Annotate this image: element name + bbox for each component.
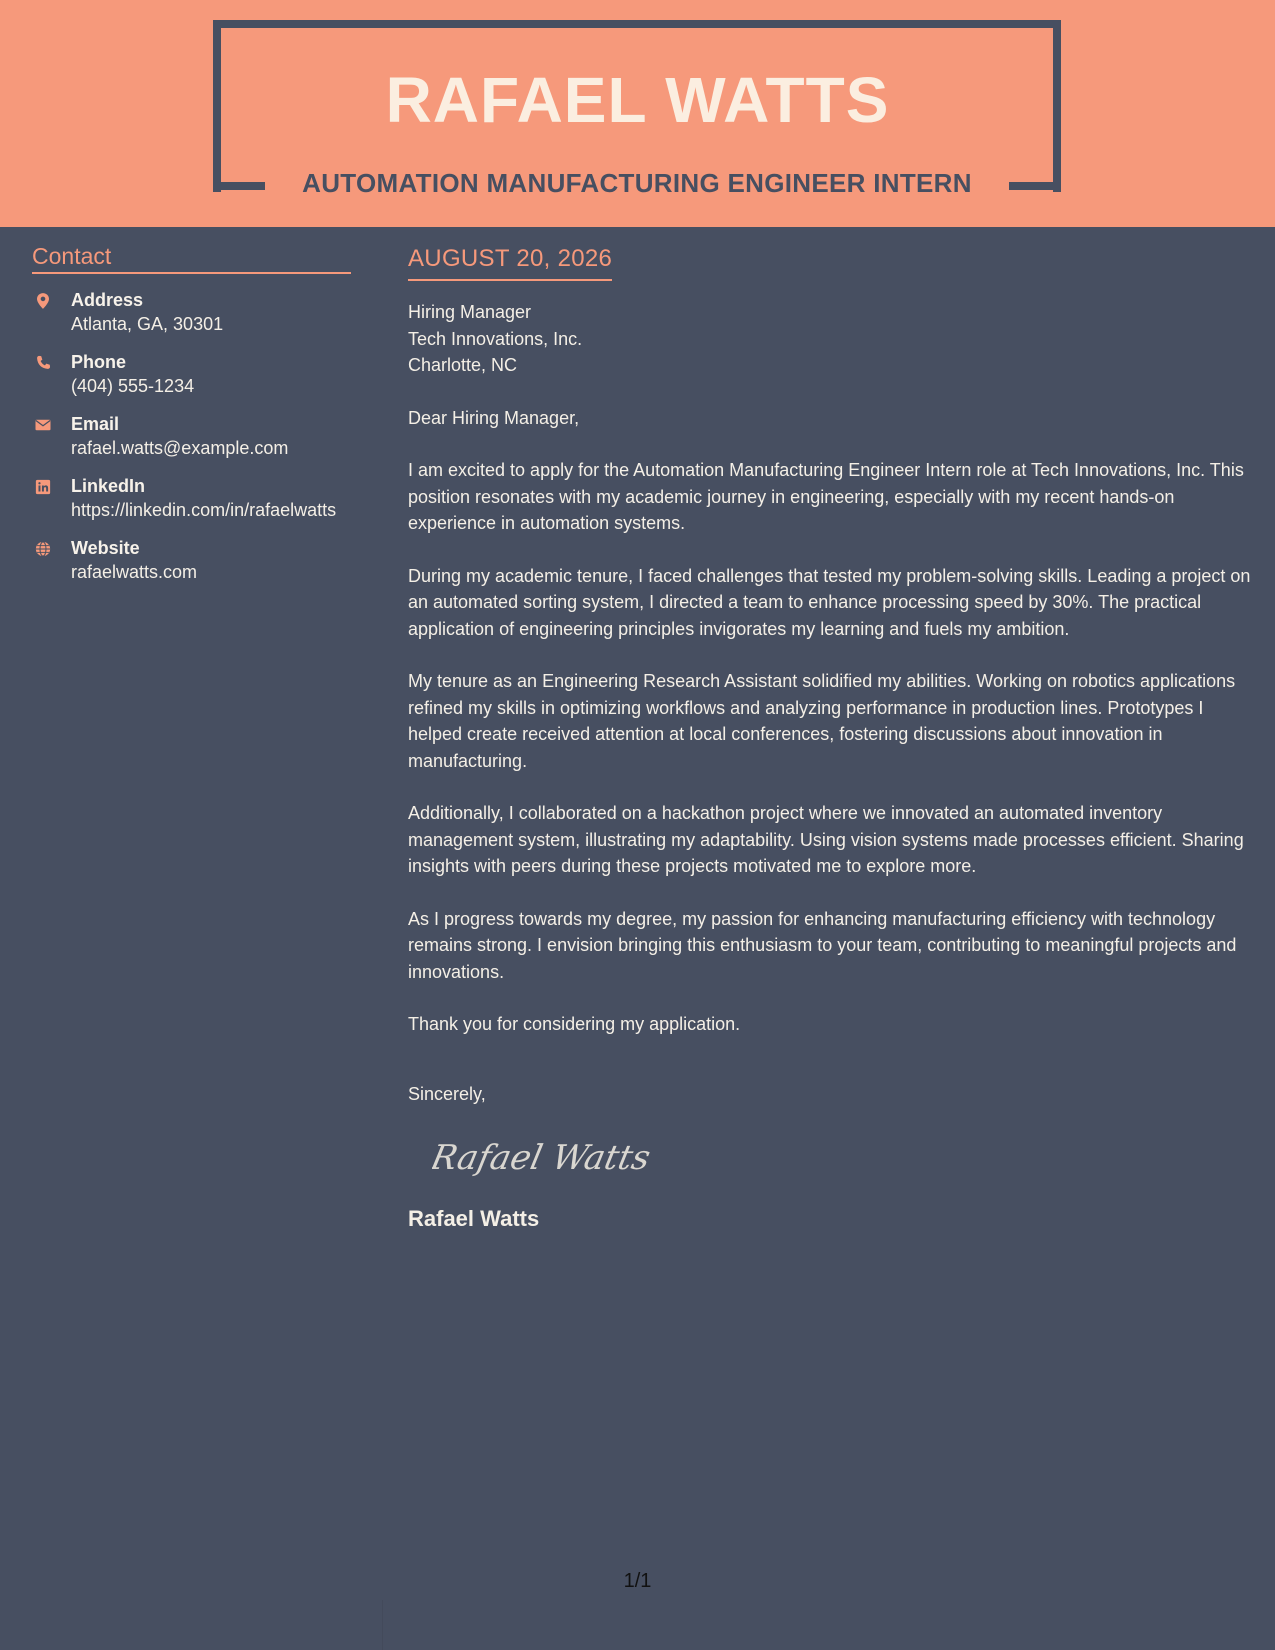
recipient-location: Charlotte, NC <box>408 355 518 375</box>
contact-sidebar <box>32 242 351 584</box>
letter-date: AUGUST 20, 2026 <box>408 243 612 281</box>
signature-text: Rafael Watts <box>432 1138 654 1178</box>
paragraph-closing-thoughts: As I progress towards my degree, my passion for enhancing manufacturing efficiency with technology remains strong. I envision bringing this enthusiasm to your team, contributing to meaningful projects and innovations. <box>408 908 1237 982</box>
column-divider <box>382 1600 383 1650</box>
recipient-title: Hiring Manager <box>408 302 532 322</box>
phone-icon <box>34 354 52 372</box>
address-value: Atlanta, GA, 30301 <box>71 314 224 334</box>
applicant-name: RAFAEL WATTS <box>385 64 890 136</box>
applicant-role: AUTOMATION MANUFACTURING ENGINEER INTERN <box>302 168 972 198</box>
phone-label: Phone <box>71 352 127 372</box>
email-value: rafael.watts@example.com <box>71 438 289 458</box>
header-frame-foot-right <box>1009 182 1061 190</box>
envelope-icon <box>34 416 52 434</box>
phone-value: (404) 555-1234 <box>71 376 195 396</box>
address-label: Address <box>71 290 144 310</box>
contact-item-address <box>32 288 351 336</box>
handwritten-signature <box>432 1127 672 1187</box>
paragraph-thanks: Thank you for considering my application. <box>408 1014 741 1034</box>
contact-item-phone <box>32 350 351 398</box>
paragraph-academic: During my academic tenure, I faced challenges that tested my problem-solving skills. Leading a project on an automated sorting system, I directed a team to enhance processing speed by 30%. The practical application of engineering principles invigorates my learning and fuels my ambition. <box>408 565 1251 639</box>
contact-item-email <box>32 412 351 460</box>
website-value[interactable]: rafaelwatts.com <box>71 562 198 582</box>
letter-body <box>408 243 1253 1234</box>
header-banner <box>0 0 1275 227</box>
contact-heading: Contact <box>32 242 351 274</box>
linkedin-value[interactable]: https://linkedin.com/in/rafaelwatts <box>71 500 337 520</box>
contact-item-website <box>32 536 351 584</box>
location-pin-icon <box>34 292 52 310</box>
email-label: Email <box>71 414 120 434</box>
recipient-company: Tech Innovations, Inc. <box>408 328 583 349</box>
recipient-block <box>408 299 1253 379</box>
paragraph-intro: I am excited to apply for the Automation Manufacturing Engineer Intern role at Tech Innovations, Inc. This position resonates with my academic journey in engineering, especially with my recent hands-on experience in automation systems. <box>408 460 1244 533</box>
linkedin-icon <box>34 478 52 496</box>
closing-salutation: Sincerely, <box>408 1083 486 1104</box>
paragraph-research: My tenure as an Engineering Research Assistant solidified my abilities. Working on robotics applications refined my skills in optimizing workflows and analyzing performance in production lines. Prototypes I helped create received attention at local conferences, fostering discussions about innovation in manufacturing. <box>408 671 1236 771</box>
contact-item-linkedin <box>32 474 351 522</box>
greeting: Dear Hiring Manager, <box>408 407 580 428</box>
globe-icon <box>34 540 52 558</box>
paragraph-hackathon: Additionally, I collaborated on a hackathon project where we innovated an automated inventory management system, illustrating my adaptability. Using vision systems made processes efficient. Sharing insights with peers during these projects motivated me to explore more. <box>408 803 1244 876</box>
page-number: 1/1 <box>623 1570 652 1592</box>
header-frame-foot-left <box>213 182 265 190</box>
signer-name: Rafael Watts <box>408 1206 540 1231</box>
linkedin-label: LinkedIn <box>71 476 146 496</box>
website-label: Website <box>71 538 140 558</box>
